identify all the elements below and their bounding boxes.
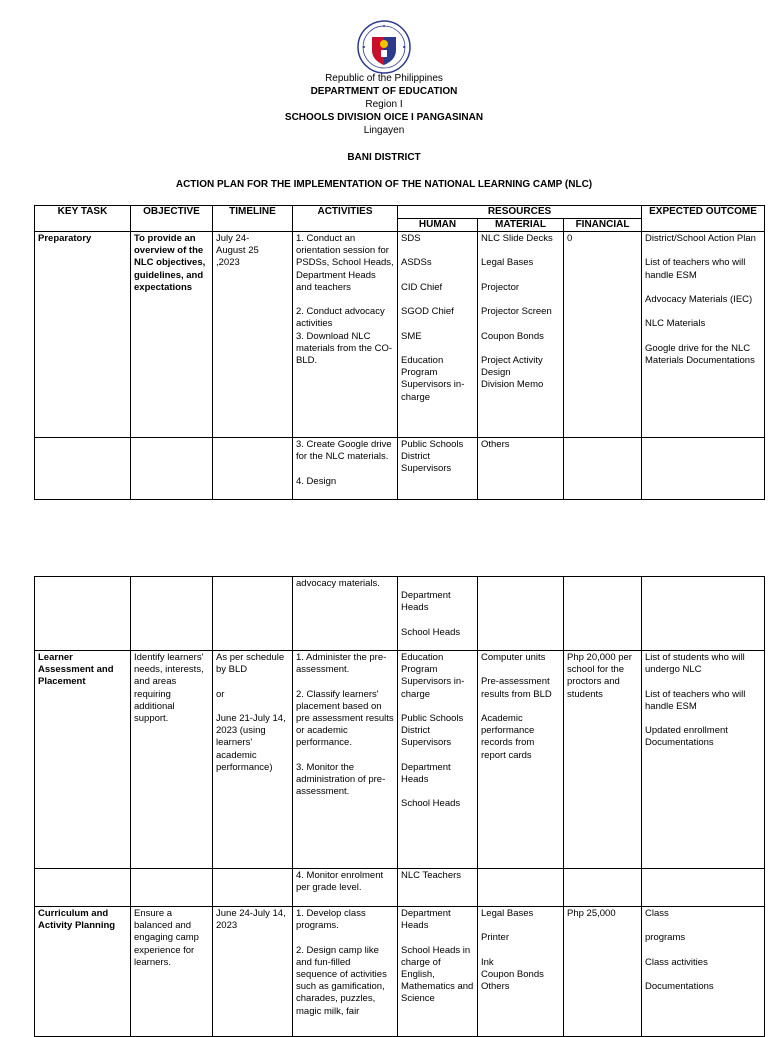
cell-financial: Php 20,000 per school for the proctors and students [564, 651, 642, 869]
cell-timeline: July 24- August 25 ,2023 [213, 232, 293, 438]
cell-empty [35, 869, 131, 907]
department-line: DEPARTMENT OF EDUCATION [310, 86, 458, 97]
cell-activities: 1. Develop class programs. 2. Design camp like and fun-filled sequence of activities such as gamification, charades, puzzles, magic milk, fair [293, 907, 398, 1037]
cell-empty [213, 577, 293, 651]
cell-empty [564, 869, 642, 907]
cell-material: Legal Bases Printer Ink Coupon Bonds Others [478, 907, 564, 1037]
cell-financial: Php 25,000 [564, 907, 642, 1037]
region-line: Region I [365, 99, 403, 110]
cell-activities: 3. Create Google drive for the NLC materials. 4. Design [293, 438, 398, 500]
cell-key-task: Curriculum and Activity Planning [35, 907, 131, 1037]
cell-activities: 1. Conduct an orientation session for PSDSs, School Heads, Department Heads and teachers 2. Conduct advocacy activities 3. Download NLC materials from the CO-BLD. [293, 232, 398, 438]
cell-expected-outcome: District/School Action Plan List of teachers who will handle ESM Advocacy Materials (IEC) NLC Materials Google drive for the NLC Materials Documentations [642, 232, 765, 438]
cell-key-task: Learner Assessment and Placement [35, 651, 131, 869]
cell-human: SDS ASDSs CID Chief SGOD Chief SME Education Program Supervisors in-charge [398, 232, 478, 438]
table-row [35, 869, 765, 907]
col-material: MATERIAL [478, 219, 564, 232]
col-timeline: TIMELINE [213, 206, 293, 232]
cell-empty [131, 869, 213, 907]
cell-key-task: Preparatory [35, 232, 131, 438]
col-human: HUMAN [398, 219, 478, 232]
division-line: SCHOOLS DIVISION OICE I PANGASINAN [284, 112, 484, 123]
cell-objective: To provide an overview of the NLC objectives, guidelines, and expectations [131, 232, 213, 438]
action-plan-table-1 [34, 205, 765, 500]
cell-empty [35, 577, 131, 651]
cell-human: NLC Teachers [398, 869, 478, 907]
cell-empty [213, 438, 293, 500]
cell-material: NLC Slide Decks Legal Bases Projector Projector Screen Coupon Bonds Project Activity Design Division Memo [478, 232, 564, 438]
cell-activities: 1. Administer the pre-assessment. 2. Classify learners' placement based on pre assessment results or academic performance. 3. Monitor the administration of pre-assessment. [293, 651, 398, 869]
cell-human: Public Schools District Supervisors [398, 438, 478, 500]
cell-empty [35, 438, 131, 500]
cell-material: Computer units Pre-assessment results from BLD Academic performance records from report cards [478, 651, 564, 869]
col-objective: OBJECTIVE [131, 206, 213, 232]
plan-title: ACTION PLAN FOR THE IMPLEMENTATION OF THE NATIONAL LEARNING CAMP (NLC) [175, 179, 593, 190]
cell-empty [478, 869, 564, 907]
deped-seal-icon [357, 20, 411, 74]
col-key-task: KEY TASK [35, 206, 131, 232]
cell-human: Department Heads School Heads [398, 577, 478, 651]
cell-empty [642, 869, 765, 907]
cell-activities: 4. Monitor enrolment per grade level. [293, 869, 398, 907]
table-row [35, 438, 765, 500]
cell-empty [642, 577, 765, 651]
action-plan-table-2 [34, 576, 765, 1037]
table-row [35, 577, 765, 651]
col-resources: RESOURCES [398, 206, 642, 219]
cell-timeline: June 24-July 14, 2023 [213, 907, 293, 1037]
cell-expected-outcome: Class programs Class activities Documentations [642, 907, 765, 1037]
cell-material: Others [478, 438, 564, 500]
cell-objective: Ensure a balanced and engaging camp experience for learners. [131, 907, 213, 1037]
col-financial: FINANCIAL [564, 219, 642, 232]
republic-line: Republic of the Philippines [325, 73, 443, 84]
cell-financial: 0 [564, 232, 642, 438]
col-activities: ACTIVITIES [293, 206, 398, 232]
cell-empty [131, 438, 213, 500]
cell-expected-outcome: List of students who will undergo NLC List of teachers who will handle ESM Updated enrollment Documentations [642, 651, 765, 869]
cell-objective: Identify learners' needs, interests, and areas requiring additional support. [131, 651, 213, 869]
cell-human: Department Heads School Heads in charge of English, Mathematics and Science [398, 907, 478, 1037]
cell-activities: advocacy materials. [293, 577, 398, 651]
town-line: Lingayen [363, 125, 405, 136]
cell-human: Education Program Supervisors in-charge Public Schools District Supervisors Department Heads School Heads [398, 651, 478, 869]
table-row [35, 651, 765, 869]
table-row [35, 907, 765, 1037]
cell-empty [642, 438, 765, 500]
col-expected-outcome: EXPECTED OUTCOME [642, 206, 765, 232]
cell-empty [564, 438, 642, 500]
cell-empty [564, 577, 642, 651]
cell-timeline: As per schedule by BLD or June 21-July 14, 2023 (using learners' academic performance) [213, 651, 293, 869]
cell-empty [213, 869, 293, 907]
cell-empty [478, 577, 564, 651]
table-row [35, 232, 765, 438]
district-line: BANI DISTRICT [347, 152, 421, 163]
cell-empty [131, 577, 213, 651]
